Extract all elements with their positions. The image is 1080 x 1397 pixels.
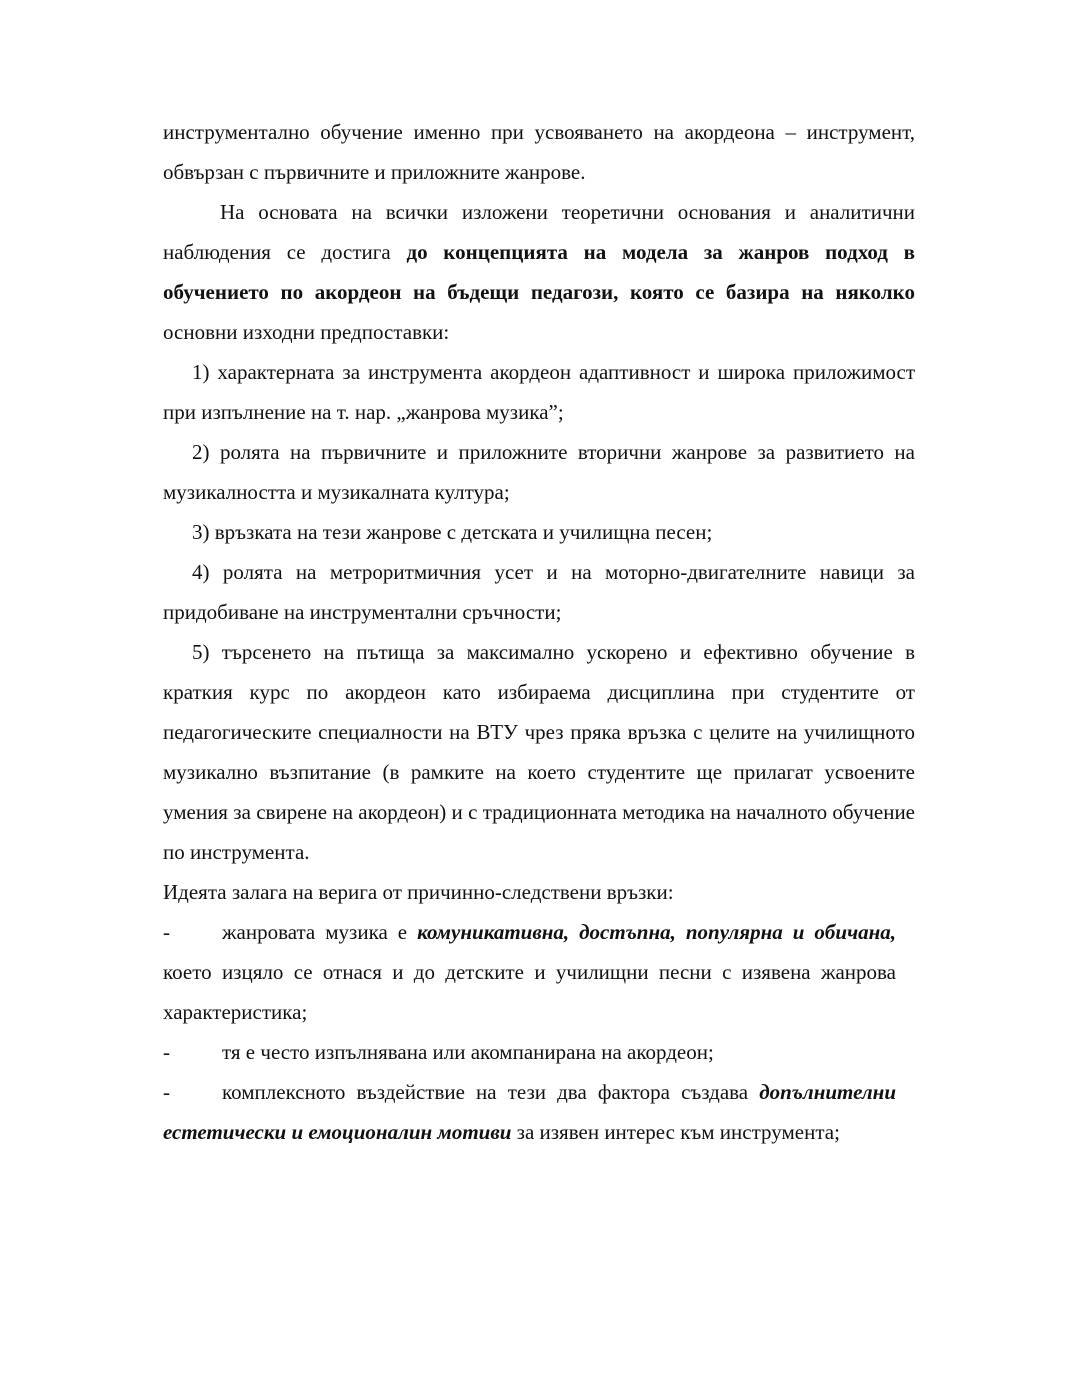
list-item-3-text: 3) връзката на тези жанрове с детската и училищна песен; [192, 520, 713, 544]
paragraph-2-intro: На основата на всички изложени теоретични основания и аналитични наблюдения се достига [163, 200, 915, 264]
bullet-item-1 [163, 912, 896, 1032]
bullet-item-3 [163, 1072, 896, 1152]
bullet-3-rest: за изявен интерес към инструмента; [511, 1120, 840, 1144]
list-item-1 [163, 352, 915, 432]
list-item-2 [163, 432, 915, 512]
bullet-item-2 [163, 1032, 896, 1072]
bullet-dash: - [163, 1080, 170, 1104]
document-page [163, 112, 915, 1152]
bullet-1-emphasis: комуникативна, достъпна, популярна и обичана, [417, 920, 896, 944]
bullet-dash: - [163, 920, 170, 944]
bullet-1-lead: жанровата музика е [222, 920, 418, 944]
list-item-2-text: 2) ролята на първичните и приложните вторични жанрове за развитието на музикалността и музикалната култура; [163, 440, 915, 504]
chain-intro [163, 872, 915, 912]
paragraph-2 [163, 192, 915, 352]
paragraph-2-bold: до концепцията на модела за жанров подход в обучението по акордеон на бъдещи педагози, която се базира на няколко [163, 240, 915, 304]
paragraph-2-rest: основни изходни предпоставки: [163, 320, 450, 344]
bullet-2-text: тя е често изпълнявана или акомпанирана на акордеон; [222, 1040, 714, 1064]
bullet-dash: - [163, 1040, 170, 1064]
paragraph-1-text: инструментално обучение именно при усвояването на акордеона – инструмент, обвързан с първичните и приложните жанрове. [163, 120, 915, 184]
list-item-1-text: 1) характерната за инструмента акордеон адаптивност и широка приложимост при изпълнение на т. нар. „жанрова музика”; [163, 360, 915, 424]
list-item-4 [163, 552, 915, 632]
chain-intro-text: Идеята залага на верига от причинно-следствени връзки: [163, 880, 674, 904]
bullet-3-emphasis: допълнителни естетически и емоционалин мотиви [163, 1080, 896, 1144]
list-item-5 [163, 632, 915, 872]
list-item-5-text: 5) търсенето на пътища за максимално ускорено и ефективно обучение в краткия курс по акордеон като избираема дисциплина при студентите от педагогическите специалности на ВТУ чрез пряка връзка с целите на училищното музикално възпитание (в рамките на което студентите ще прилагат усвоените умения за свирене на акордеон) и с традиционната методика на началното обучение по инструмента. [163, 640, 915, 864]
bullet-3-lead: комплексното въздействие на тези два фактора създава [222, 1080, 760, 1104]
paragraph-1 [163, 112, 915, 192]
bullet-1-rest: което изцяло се отнася и до детските и училищни песни с изявена жанрова характеристика; [163, 960, 896, 1024]
list-item-3 [163, 512, 915, 552]
list-item-4-text: 4) ролята на метроритмичния усет и на моторно-двигателните навици за придобиване на инструментални сръчности; [163, 560, 915, 624]
